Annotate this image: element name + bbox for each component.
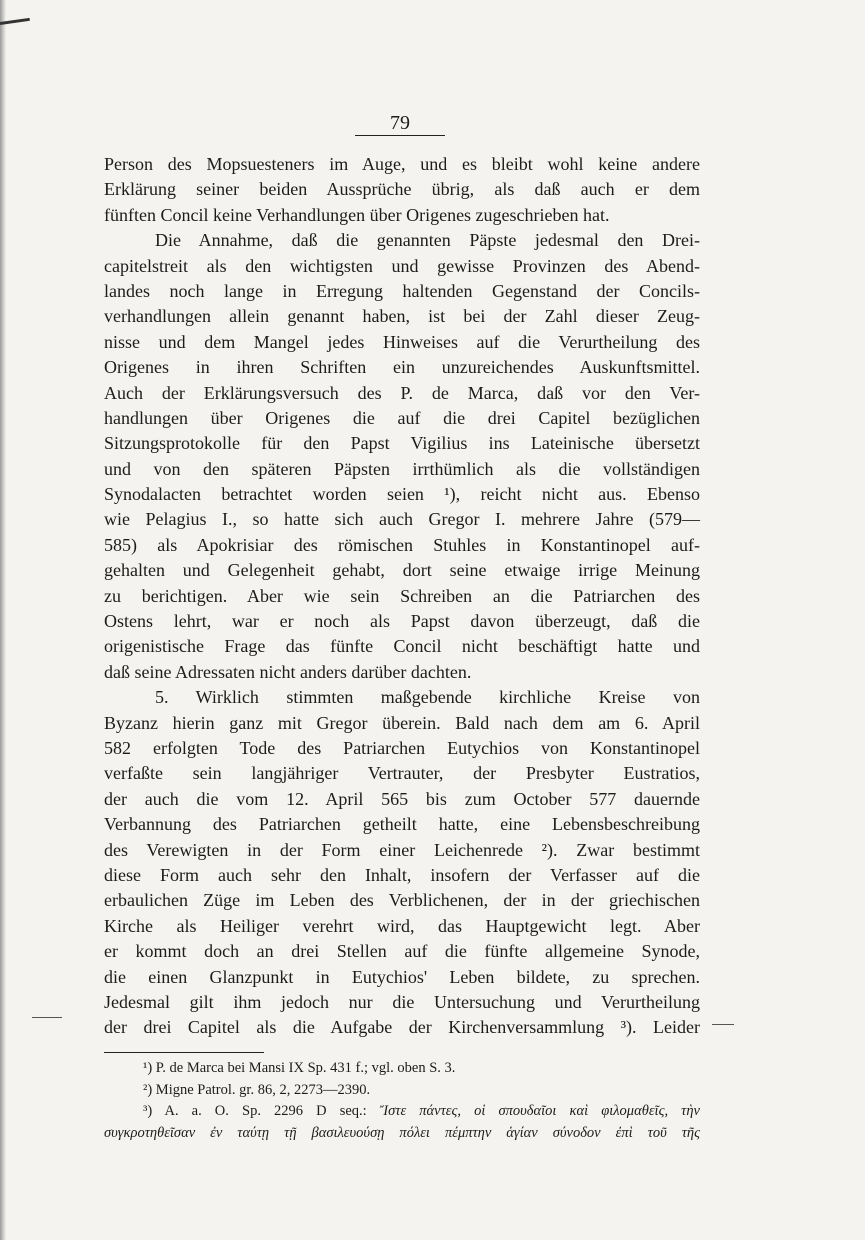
footnotes <box>104 1058 700 1144</box>
body-line: und von den späteren Päpsten irrthümlich als die vollständigen <box>104 458 700 479</box>
body-line: Kirche als Heiliger verehrt wird, das Hauptgewicht legt. Aber <box>104 915 700 936</box>
footnote-text: ²) Migne Patrol. gr. 86, 2, 2273—2390. <box>143 1081 371 1098</box>
body-line: Jedesmal gilt ihm jedoch nur die Untersuchung und Verurtheilung <box>104 991 700 1012</box>
footnote-text: ¹) P. de Marca bei Mansi IX Sp. 431 f.; vgl. oben S. 3. <box>143 1060 456 1076</box>
body-line: der drei Capitel als die Aufgabe der Kirchenversammlung ³). Leider <box>104 1017 700 1038</box>
body-line: 582 erfolgten Tode des Patriarchen Eutychios von Konstantinopel <box>104 737 700 758</box>
body-line: Verbannung des Patriarchen getheilt hatte, eine Lebensbeschreibung <box>104 814 700 835</box>
page-number: 79 <box>390 112 410 134</box>
body-line: capitelstreit als den wichtigsten und gewisse Provinzen des Abend- <box>104 255 700 276</box>
footnote-greek-text: συγκροτηθεῖσαν ἐν ταύτῃ τῇ βασιλευούσῃ πόλει πέμπτην ἁγίαν σύνοδον ἐπὶ τοῦ τῆς <box>104 1124 700 1141</box>
footnote-greek-text: Ἴστε πάντες, οἱ σπουδαῖοι καὶ φιλομαθεῖς, τὴν <box>379 1103 700 1119</box>
body-line: Auch der Erklärungsversuch des P. de Marca, daß vor den Ver- <box>104 382 700 403</box>
footnote-line <box>104 1080 700 1102</box>
body-line: Ostens lehrt, war er noch als Papst davon überzeugt, daß die <box>104 611 700 632</box>
page-binding-edge <box>0 0 6 1240</box>
body-line: Erklärung seiner beiden Aussprüche übrig, als daß auch er dem <box>104 179 700 200</box>
body-line: erbaulichen Züge im Leben des Verblichenen, der in der griechischen <box>104 890 700 911</box>
body-line: gehalten und Gelegenheit gehabt, dort seine etwaige irrige Meinung <box>104 560 700 581</box>
body-line: handlungen über Origenes die auf die drei Capitel bezüglichen <box>104 407 700 428</box>
page-number-rule <box>355 135 445 136</box>
body-line: der auch die vom 12. April 565 bis zum October 577 dauernde <box>104 788 700 809</box>
footnote-text: ³) A. a. O. Sp. 2296 D seq.: <box>143 1103 380 1119</box>
footnote-rule <box>104 1052 264 1053</box>
body-line: fünften Concil keine Verhandlungen über Origenes zugeschrieben hat. <box>104 204 610 225</box>
body-line: wie Pelagius I., so hatte sich auch Gregor I. mehrere Jahre (579— <box>104 509 700 530</box>
body-line: Sitzungsprotokolle für den Papst Vigilius ins Lateinische übersetzt <box>104 433 700 454</box>
margin-dash-left <box>32 1017 62 1018</box>
body-line: Origenes in ihren Schriften ein unzureichendes Auskunftsmittel. <box>104 357 700 378</box>
body-line: Die Annahme, daß die genannten Päpste jedesmal den Drei- <box>155 230 700 251</box>
body-line: origenistische Frage das fünfte Concil nicht beschäftigt hatte und <box>104 636 700 657</box>
body-line: 585) als Apokrisiar des römischen Stuhles in Konstantinopel auf- <box>104 534 700 555</box>
body-line: verhandlungen allein genannt haben, ist bei der Zahl dieser Zeug- <box>104 306 700 327</box>
body-line: landes noch lange in Erregung haltenden Gegenstand der Concils- <box>104 280 700 301</box>
body-text <box>104 152 700 1041</box>
body-line: er kommt doch an drei Stellen auf die fünfte allgemeine Synode, <box>104 941 700 962</box>
body-line: Byzanz hierin ganz mit Gregor überein. Bald nach dem am 6. April <box>104 712 700 733</box>
body-line: daß seine Adressaten nicht anders darüber dachten. <box>104 661 472 682</box>
body-line: nisse und dem Mangel jedes Hinweises auf die Verurtheilung des <box>104 331 700 352</box>
body-line: des Verewigten in der Form einer Leichenrede ²). Zwar bestimmt <box>104 839 700 860</box>
footnote-line <box>104 1058 700 1080</box>
footnote-line <box>104 1101 700 1123</box>
body-line: die einen Glanzpunkt in Eutychios' Leben bildete, zu sprechen. <box>104 966 700 987</box>
body-line: zu berichtigen. Aber wie sein Schreiben an die Patriarchen des <box>104 585 700 606</box>
body-line: Person des Mopsuesteners im Auge, und es bleibt wohl keine andere <box>104 154 700 174</box>
footnote-line <box>104 1123 700 1145</box>
body-line: verfaßte sein langjähriger Vertrauter, der Presbyter Eustratios, <box>104 763 700 784</box>
body-line: diese Form auch sehr den Inhalt, insofern der Verfasser auf die <box>104 864 700 885</box>
margin-dash-right <box>712 1024 734 1025</box>
body-line: 5. Wirklich stimmten maßgebende kirchliche Kreise von <box>155 687 700 708</box>
body-line: Synodalacten betrachtet worden seien ¹), reicht nicht aus. Ebenso <box>104 484 700 505</box>
